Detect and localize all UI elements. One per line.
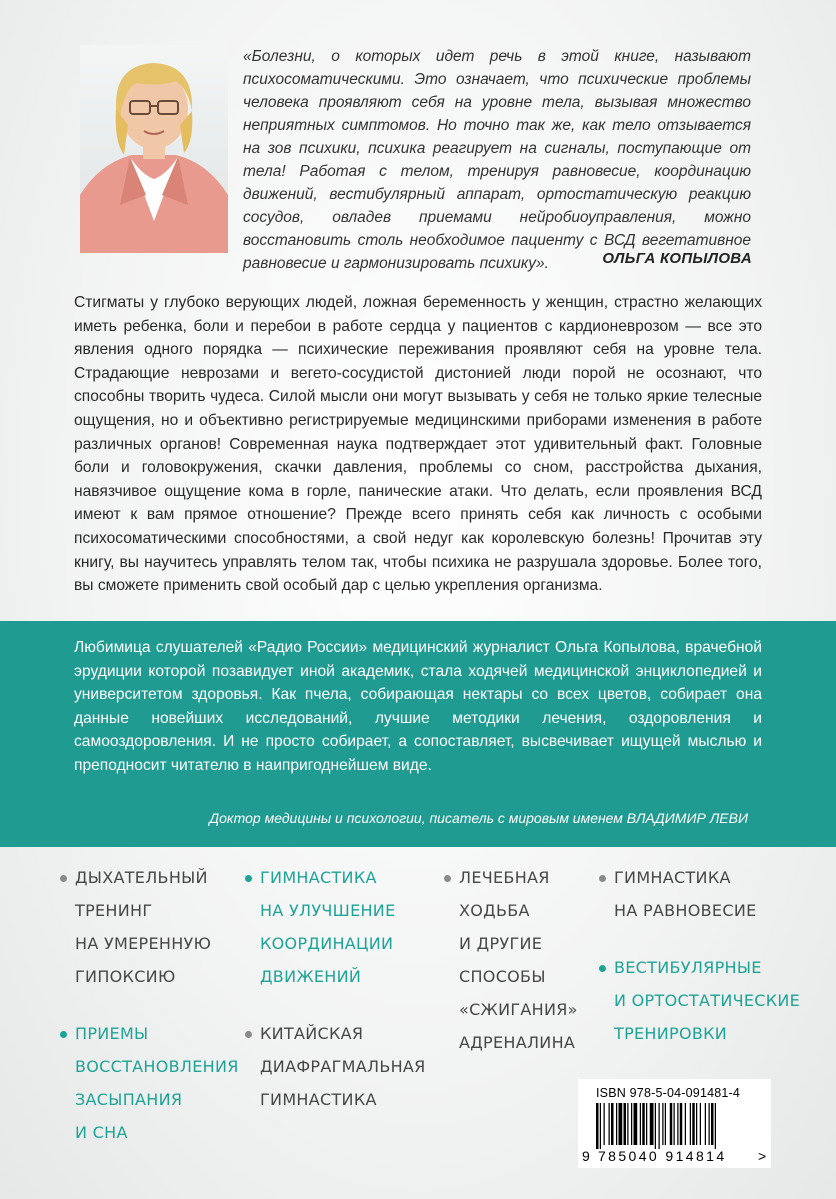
feature-line: ТРЕНИРОВКИ xyxy=(614,1024,728,1043)
barcode-bar xyxy=(659,1103,660,1149)
feature-item-chinese-gymnastics xyxy=(260,1017,426,1116)
review-text: Любимица слушателей «Радио России» медицинский журналист Ольга Копылова, врачебной эрудиции которой позавидует иной академик, стала ходячей медицинской энциклопедией и университетом здоровья. Как пчела, собирающая нектары со всех цветов, собирает она данные новейших исследований, лучшие методики лечения, оздоровления и самооздоровления. И не просто собирает, а сопоставляет, высвечивает ищущей мыслью и преподносит читателю в наипригоднейшем виде. xyxy=(74,639,762,774)
feature-line: НА РАВНОВЕСИЕ xyxy=(614,901,757,920)
feature-line: ГИМНАСТИКА xyxy=(260,868,377,887)
barcode-bar xyxy=(709,1103,710,1145)
barcode-first-digit: 9 xyxy=(582,1148,590,1164)
feature-line: ТРЕНИНГ xyxy=(75,901,153,920)
barcode-bar xyxy=(680,1103,683,1145)
feature-line: СПОСОБЫ xyxy=(459,967,546,986)
barcode-bar xyxy=(624,1103,627,1145)
feature-line: АДРЕНАЛИНА xyxy=(459,1033,576,1052)
barcode-bar xyxy=(642,1103,645,1145)
feature-line: ДЫХАТЕЛЬНЫЙ xyxy=(75,868,208,887)
barcode-panel xyxy=(578,1079,771,1168)
author-portrait-illustration xyxy=(80,45,228,253)
barcode-bar xyxy=(646,1103,647,1145)
barcode-bar xyxy=(662,1103,663,1145)
barcode-bar xyxy=(655,1103,656,1149)
barcode-bar xyxy=(711,1103,714,1145)
barcode-bar xyxy=(634,1103,638,1145)
feature-line: НА УЛУЧШЕНИЕ xyxy=(260,901,396,920)
feature-line: ДИАФРАГМАЛЬНАЯ xyxy=(260,1057,426,1076)
barcode-bar xyxy=(609,1103,610,1145)
feature-line: ПРИЕМЫ xyxy=(75,1024,149,1043)
barcode-bar xyxy=(665,1103,666,1145)
barcode-bar xyxy=(685,1103,686,1145)
barcode-bar xyxy=(674,1103,675,1145)
bullet-icon xyxy=(60,875,67,882)
isbn-number: ISBN 978-5-04-091481-4 xyxy=(596,1086,741,1100)
barcode-bar xyxy=(631,1103,632,1145)
feature-item-walking xyxy=(459,861,578,1059)
barcode-bar xyxy=(690,1103,691,1145)
barcode-bar xyxy=(696,1103,697,1145)
feature-line: ЛЕЧЕБНАЯ xyxy=(459,868,550,887)
barcode-bar xyxy=(715,1103,716,1149)
barcode-bar xyxy=(650,1103,654,1145)
feature-line: И СНА xyxy=(75,1123,128,1142)
feature-line: ГИПОКСИЮ xyxy=(75,967,176,986)
feature-item-vestibular-training xyxy=(614,951,800,1050)
barcode-bar xyxy=(600,1103,601,1149)
feature-line: ВЕСТИБУЛЯРНЫЕ xyxy=(614,958,762,977)
bullet-icon xyxy=(599,875,606,882)
feature-line: КИТАЙСКАЯ xyxy=(260,1024,364,1043)
author-quote: «Болезни, о которых идет речь в этой книге, называют психосоматическими. Это означает, что психические проблемы человека проявляют себя на уровне тела, вызывая множество неприятных симптомов. Но точно так же, как тело отзывается на зов психики, психика реагирует на сигналы, поступающие от тела! Работая с телом, тренируя равновесие, координацию движений, вестибулярный аппарат, ортостатическую реакцию сосудов, овладев приемами нейробиоуправления, можно восстановить столь необходимое пациенту с ВСД вегетативное равновесие и гармонизировать психику». xyxy=(243,48,751,272)
feature-line: И ДРУГИЕ xyxy=(459,934,543,953)
barcode-bar xyxy=(604,1103,605,1145)
feature-line: ГИМНАСТИКА xyxy=(614,868,731,887)
bullet-icon xyxy=(245,1031,252,1038)
barcode-bar xyxy=(616,1103,617,1145)
feature-item-breathing-training xyxy=(75,861,211,993)
barcode-bar xyxy=(670,1103,673,1145)
barcode-bar xyxy=(596,1103,599,1149)
feature-line: ЗАСЫПАНИЯ xyxy=(75,1090,183,1109)
barcode-bar xyxy=(705,1103,706,1145)
feature-line: ДВИЖЕНИЙ xyxy=(260,967,362,986)
feature-item-coordination-gymnastics xyxy=(260,861,396,993)
feature-item-balance-gymnastics xyxy=(614,861,757,927)
feature-line: «СЖИГАНИЯ» xyxy=(459,1000,578,1019)
feature-line: И ОРТОСТАТИЧЕСКИЕ xyxy=(614,991,801,1010)
book-description: Стигматы у глубоко верующих людей, ложная беременность у женщин, страстно желающих иметь ребенка, боли и перебои в работе сердца у пациентов с кардионеврозом — все это явления одного порядка — психические переживания проявляют себя на уровне тела. Страдающие неврозами и вегето-сосудистой дистонией люди порой не осознают, что способны творить чудеса. Силой мысли они могут вызывать у себя не только яркие телесные ощущения, но и объективно регистрируемые медицинскими приборами изменения в работе различных органов! Современная наука подтверждает этот удивительный факт. Головные боли и головокружения, скачки давления, проблемы со сном, расстройства дыхания, навязчивое ощущение кома в горле, панические атаки. Что делать, если проявления ВСД имеют к вам прямое отношение? Прежде всего принять себя как личность с особыми психосоматическими способностями, а свой недуг как королевскую болезнь! Прочитав эту книгу, вы научитесь управлять телом так, чтобы психика не разрушала здоровье. Более того, вы сможете применить свой особый дар с целью укрепления организма. xyxy=(74,294,762,595)
review-signature: Доктор медицины и психологии, писатель с мировым именем ВЛАДИМИР ЛЕВИ xyxy=(209,810,748,826)
barcode-bar xyxy=(619,1103,623,1145)
feature-line: НА УМЕРЕННУЮ xyxy=(75,934,212,953)
barcode-bar xyxy=(692,1103,695,1145)
bullet-icon xyxy=(60,1031,67,1038)
barcode-bar xyxy=(700,1103,701,1145)
barcode-end-mark: > xyxy=(758,1148,767,1164)
barcode-bar xyxy=(611,1103,614,1145)
feature-line: КООРДИНАЦИИ xyxy=(260,934,394,953)
barcode-icon xyxy=(578,1079,771,1168)
barcode-bar xyxy=(677,1103,678,1145)
barcode-bar xyxy=(640,1103,641,1145)
bullet-icon xyxy=(599,965,606,972)
review-band xyxy=(0,621,836,847)
feature-line: ВОССТАНОВЛЕНИЯ xyxy=(75,1057,239,1076)
bullet-icon xyxy=(444,875,451,882)
bullet-icon xyxy=(245,875,252,882)
feature-item-sleep-recovery xyxy=(75,1017,239,1149)
quote-author: ОЛЬГА КОПЫЛОВА xyxy=(602,250,752,267)
barcode-bar xyxy=(627,1103,628,1145)
feature-line: ГИМНАСТИКА xyxy=(260,1090,377,1109)
barcode-digits: 785040 914814 xyxy=(598,1148,727,1164)
feature-line: ХОДЬБА xyxy=(459,901,530,920)
author-photo xyxy=(80,45,228,253)
